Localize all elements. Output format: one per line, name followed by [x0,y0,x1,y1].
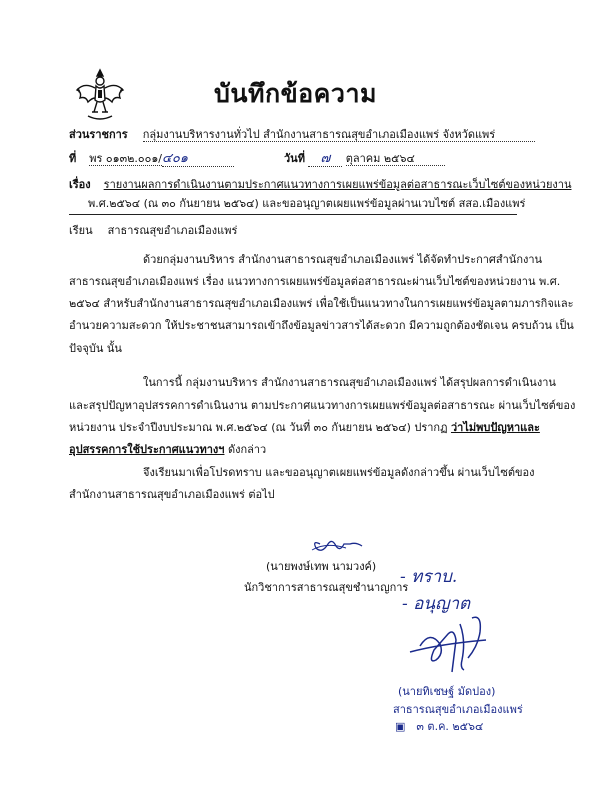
department-row [69,128,535,142]
date-month-year: ตุลาคม ๒๕๖๔ [346,152,445,166]
ref-label: ที่ [69,152,77,165]
signer-position: นักวิชาการสาธารณสุขชำนาญการ [244,581,409,594]
ref-row [69,152,234,166]
para2-line3 [69,421,540,435]
para2-line4-text: ดังกล่าว [224,443,267,456]
approval-date: ๓ ต.ค. ๒๕๖๔ [416,720,484,733]
para1-line4: อำนวยความสะดวก ให้ประชาชนสามารถเข้าถึงข้อมูลข่าวสารได้สะดวก มีความถูกต้องชัดเจน ครบถ้วน เป็น [69,319,574,332]
para3-line2: สำนักงานสาธารณสุขอำเภอเมืองแพร่ ต่อไป [69,488,275,501]
ref-marker-icon: ▣ [395,720,406,733]
date-row [284,152,445,166]
approval-note-acknowledged: - ทราบ. [400,567,458,587]
salutation-row [69,224,237,238]
para3-line1: จึงเรียนมาเพื่อโปรดทราบ และขออนุญาตเผยแพร่ข้อมูลดังกล่าวขึ้น ผ่านเว็บไซต์ของ [143,466,535,479]
para1-line3: ๒๕๖๔ สำหรับสำนักงานสาธารณสุขอำเภอเมืองแพร่ เพื่อใช้เป็นแนวทางในการเผยแพร่ข้อมูลตามภารกิจและ [69,297,574,310]
para2-finding-bold: ว่าไม่พบปัญหาและ [450,421,540,434]
ref-number-handwritten: ๔๐๑ [162,151,234,167]
memo-title: บันทึกข้อความ [214,79,377,108]
para1-line2: สาธารณสุขอำเภอเมืองแพร่ เรื่อง แนวทางการเผยแพร่ข้อมูลต่อสาธารณะผ่านเว็บไซต์ของหน่วยงาน พ.ศ. [69,275,561,288]
date-day: ๗ [308,151,342,167]
para2-line2: และสรุปปัญหาอุปสรรคการดำเนินงาน ตามประกาศแนวทางการเผยแพร่ข้อมูลต่อสาธารณะ ผ่านเว็บไซต์ของ [69,399,576,412]
approver-signature [400,610,510,680]
approver-name: (นายทิเชษฐ์ มัดปอง) [398,685,496,698]
para1-line5: ปัจจุบัน นั้น [69,342,122,355]
signer-name: (นายพงษ์เทพ นามวงค์) [266,560,377,573]
para2-line3-text: หน่วยงาน ประจำปีงบประมาณ พ.ศ.๒๕๖๔ (ณ วันที่ ๓๐ กันยายน ๒๕๖๔) ปรากฏ [69,421,451,434]
subject-row [69,178,571,192]
to-value: สาธารณสุขอำเภอเมืองแพร่ [107,224,238,237]
subject-line2: พ.ศ.๒๕๖๔ (ณ ๓๐ กันยายน ๒๕๖๔) และขออนุญาตเผยแพร่ข้อมูลผ่านเวบไซต์ สสอ.เมืองแพร่ [88,197,526,210]
approver-position: สาธารณสุขอำเภอเมืองแพร่ [393,703,523,716]
department-label: ส่วนราชการ [69,128,128,141]
para1-line1: ด้วยกลุ่มงานบริหาร สำนักงานสาธารณสุขอำเภอเมืองแพร่ ได้จัดทำประกาศสำนักงาน [143,253,543,266]
department-value: กลุ่มงานบริหารงานทั่วไป สำนักงานสาธารณสุขอำเภอเมืองแพร่ จังหวัดแพร่ [143,128,536,142]
to-label: เรียน [69,224,93,237]
para2-line4 [69,443,266,457]
para2-line1: ในการนี้ กลุ่มงานบริหาร สำนักงานสาธารณสุขอำเภอเมืองแพร่ ได้สรุปผลการดำเนินงาน [143,376,556,389]
ref-value: พร ๐๑๓๒.๐๐๑/ [89,152,163,165]
garuda-emblem-icon [74,66,126,124]
approval-date-row [395,720,483,734]
subject-label: เรื่อง [69,178,91,191]
subject-line1: รายงานผลการดำเนินงานตามประกาศแนวทางการเผยแพร่ข้อมูลต่อสาธารณะเว็บไซต์ของหน่วยงาน [103,178,572,191]
approval-note-permitted: - อนุญาต [402,594,471,614]
signer-signature [306,532,372,556]
para2-finding-bold-2: อุปสรรคการใช้ประกาศแนวทางฯ [69,443,225,456]
subject-divider [69,214,517,215]
date-label: วันที่ [284,152,305,165]
